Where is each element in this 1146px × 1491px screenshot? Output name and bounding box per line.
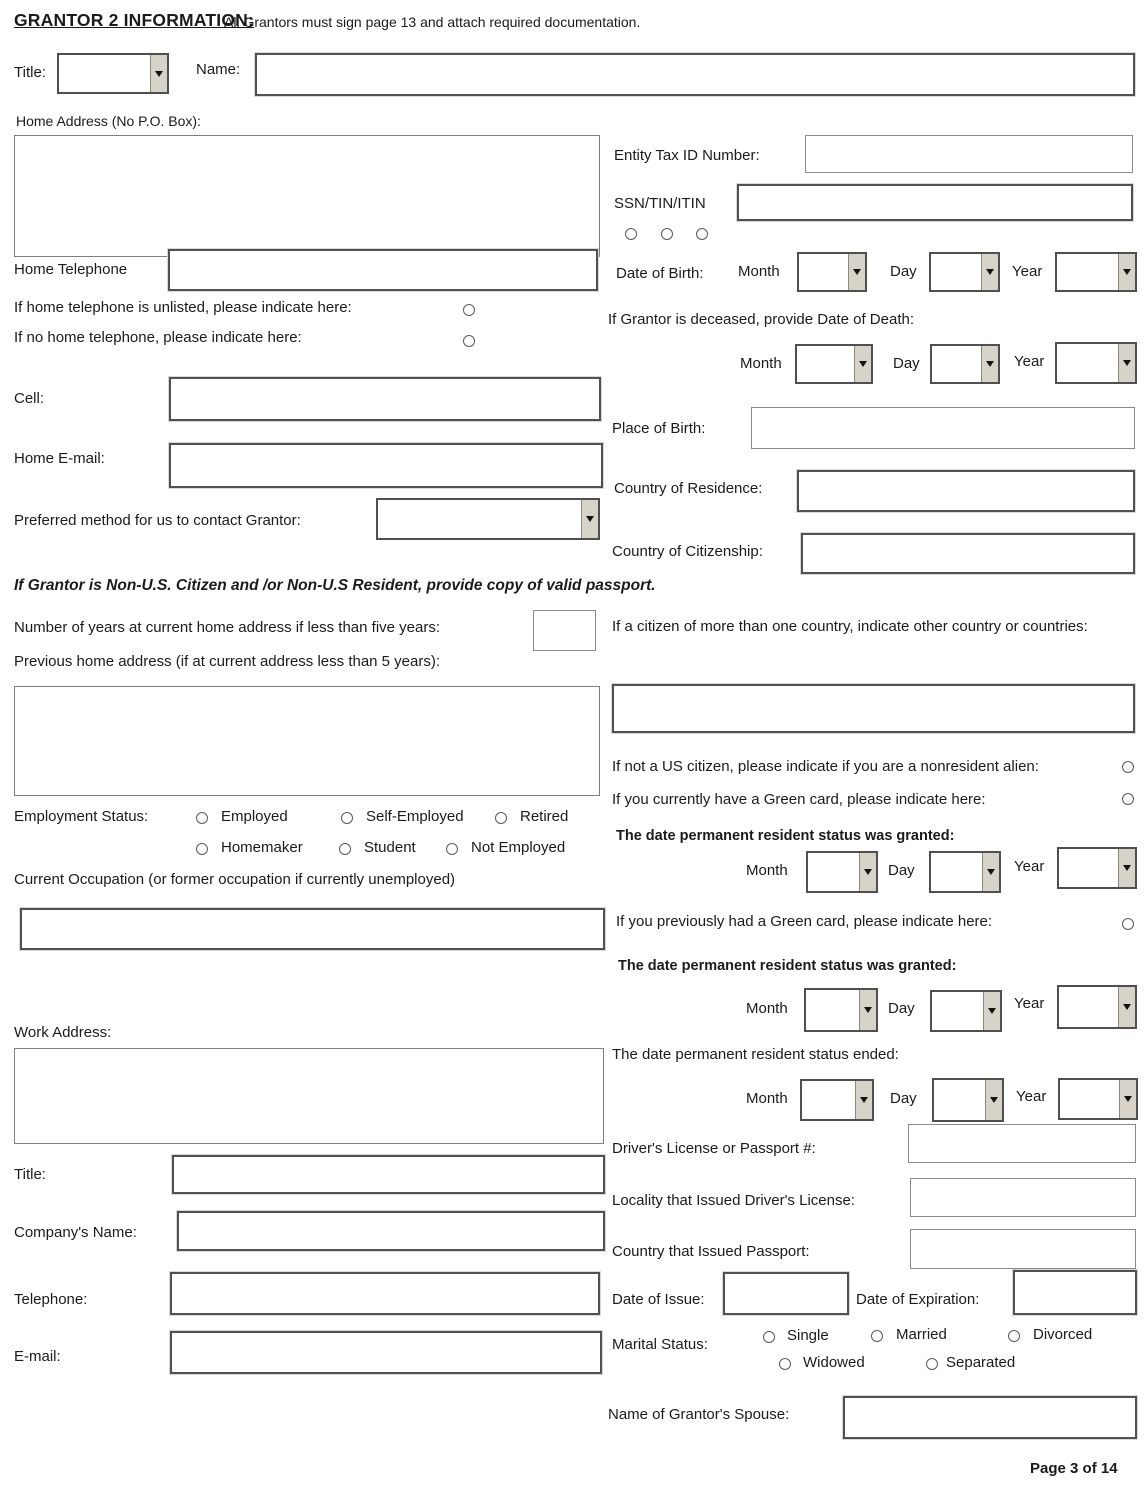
resident-granted2-label: The date permanent resident status was granted: [618, 958, 957, 974]
green-card-current-radio[interactable] [1122, 793, 1134, 805]
unlisted-radio[interactable] [463, 304, 475, 316]
nonresident-alien-label: If not a US citizen, please indicate if you are a nonresident alien: [612, 758, 1039, 775]
chevron-down-icon [859, 853, 876, 891]
occupation-input[interactable] [20, 908, 605, 950]
chevron-down-icon [1118, 849, 1135, 887]
dob-month-select[interactable] [797, 252, 867, 292]
green-card-previous-radio[interactable] [1122, 918, 1134, 930]
dob-day-select[interactable] [929, 252, 1000, 292]
section-title: GRANTOR 2 INFORMATION: [14, 10, 254, 30]
granted1-year-select[interactable] [1057, 847, 1137, 889]
chevron-down-icon [981, 346, 998, 382]
marital-status-label: Marital Status: [612, 1336, 708, 1353]
self-employed-radio[interactable] [341, 812, 353, 824]
home-address-label: Home Address (No P.O. Box): [16, 113, 201, 129]
country-citizenship-input[interactable] [801, 533, 1135, 574]
dod-month-label: Month [740, 355, 782, 372]
country-citizenship-label: Country of Citizenship: [612, 543, 763, 560]
years-at-address-label: Number of years at current home address if less than five years: [14, 619, 441, 636]
name-label: Name: [196, 61, 241, 78]
chevron-down-icon [982, 853, 999, 891]
company-input[interactable] [177, 1211, 605, 1251]
locality-input[interactable] [910, 1178, 1136, 1217]
employed-radio[interactable] [196, 812, 208, 824]
chevron-down-icon [581, 500, 598, 538]
granted2-day-label: Day [888, 1000, 915, 1017]
work-title-input[interactable] [172, 1155, 605, 1194]
granted2-year-label: Year [1014, 995, 1045, 1012]
dod-day-select[interactable] [930, 344, 1000, 384]
ended-day-label: Day [890, 1090, 917, 1107]
divorced-radio[interactable] [1008, 1330, 1020, 1342]
resident-granted-label: The date permanent resident status was granted: [616, 828, 955, 844]
married-radio[interactable] [871, 1330, 883, 1342]
married-label: Married [896, 1326, 947, 1343]
home-email-label: Home E-mail: [14, 450, 105, 467]
date-of-expiration-input[interactable] [1013, 1270, 1137, 1315]
retired-radio[interactable] [495, 812, 507, 824]
license-input[interactable] [908, 1124, 1136, 1163]
student-radio[interactable] [339, 843, 351, 855]
preferred-method-label: Preferred method for us to contact Grantor: [14, 512, 301, 529]
granted2-month-select[interactable] [804, 988, 878, 1032]
company-label: Company's Name: [14, 1224, 137, 1241]
granted1-day-select[interactable] [929, 851, 1001, 893]
multi-citizen-label: If a citizen of more than one country, indicate other country or countries: [612, 618, 1088, 635]
cell-label: Cell: [14, 390, 45, 407]
home-telephone-input[interactable] [168, 249, 598, 291]
license-label: Driver's License or Passport #: [612, 1140, 816, 1157]
separated-radio[interactable] [926, 1358, 938, 1370]
ssn-type-radio-3[interactable] [696, 228, 708, 240]
title-select[interactable] [57, 53, 169, 94]
granted2-year-select[interactable] [1057, 985, 1137, 1029]
preferred-method-select[interactable] [376, 498, 600, 540]
separated-label: Separated [946, 1354, 1016, 1371]
country-residence-input[interactable] [797, 470, 1135, 512]
widowed-label: Widowed [803, 1354, 865, 1371]
date-of-issue-input[interactable] [723, 1272, 849, 1315]
not-employed-radio[interactable] [446, 843, 458, 855]
chevron-down-icon [981, 254, 998, 290]
single-radio[interactable] [763, 1331, 775, 1343]
dob-label: Date of Birth: [616, 265, 704, 282]
granted1-year-label: Year [1014, 858, 1045, 875]
chevron-down-icon [1119, 1080, 1136, 1118]
chevron-down-icon [1118, 987, 1135, 1027]
deceased-label: If Grantor is deceased, provide Date of Death: [608, 311, 914, 328]
granted2-day-select[interactable] [930, 990, 1002, 1032]
section-note: All Grantors must sign page 13 and attach required documentation. [224, 14, 641, 30]
chevron-down-icon [854, 346, 871, 382]
employment-status-label: Employment Status: [14, 808, 149, 825]
spouse-name-label: Name of Grantor's Spouse: [608, 1406, 790, 1423]
no-phone-radio[interactable] [463, 335, 475, 347]
ended-year-label: Year [1016, 1088, 1047, 1105]
single-label: Single [787, 1327, 829, 1344]
ssn-type-radio-2[interactable] [661, 228, 673, 240]
not-employed-label: Not Employed [471, 839, 566, 856]
dod-day-label: Day [893, 355, 920, 372]
homemaker-radio[interactable] [196, 843, 208, 855]
dob-year-label: Year [1012, 263, 1043, 280]
date-of-issue-label: Date of Issue: [612, 1291, 705, 1308]
ssn-input[interactable] [737, 184, 1133, 221]
chevron-down-icon [1118, 254, 1135, 290]
previous-address-label: Previous home address (if at current address less than 5 years): [14, 653, 441, 670]
unlisted-label: If home telephone is unlisted, please indicate here: [14, 299, 352, 316]
telephone-label: Telephone: [14, 1291, 88, 1308]
dod-year-select[interactable] [1055, 342, 1137, 384]
chevron-down-icon [150, 55, 167, 92]
chevron-down-icon [985, 1080, 1002, 1120]
dod-year-label: Year [1014, 353, 1045, 370]
ended-day-select[interactable] [932, 1078, 1004, 1122]
ended-year-select[interactable] [1058, 1078, 1138, 1120]
green-card-previous-label: If you previously had a Green card, please indicate here: [616, 913, 993, 930]
work-address-textarea[interactable] [14, 1048, 604, 1144]
granted1-day-label: Day [888, 862, 915, 879]
home-address-textarea[interactable] [14, 135, 600, 257]
no-phone-label: If no home telephone, please indicate here: [14, 329, 302, 346]
dob-day-label: Day [890, 263, 917, 280]
place-of-birth-input[interactable] [751, 407, 1135, 449]
homemaker-label: Homemaker [221, 839, 303, 856]
dob-year-select[interactable] [1055, 252, 1137, 292]
home-email-input[interactable] [169, 443, 603, 488]
work-title-label: Title: [14, 1166, 46, 1183]
country-passport-input[interactable] [910, 1229, 1136, 1269]
employed-label: Employed [221, 808, 288, 825]
email-label: E-mail: [14, 1348, 61, 1365]
country-passport-label: Country that Issued Passport: [612, 1243, 810, 1260]
ended-month-label: Month [746, 1090, 788, 1107]
chevron-down-icon [859, 990, 876, 1030]
nonresident-alien-radio[interactable] [1122, 761, 1134, 773]
years-at-address-input[interactable] [533, 610, 596, 651]
title-label: Title: [14, 64, 46, 81]
chevron-down-icon [983, 992, 1000, 1030]
retired-label: Retired [520, 808, 569, 825]
spouse-name-input[interactable] [843, 1396, 1137, 1439]
green-card-current-label: If you currently have a Green card, please indicate here: [612, 791, 986, 808]
ssn-type-radio-1[interactable] [625, 228, 637, 240]
locality-label: Locality that Issued Driver's License: [612, 1192, 855, 1209]
granted1-month-label: Month [746, 862, 788, 879]
email-input[interactable] [170, 1331, 602, 1374]
passport-note: If Grantor is Non-U.S. Citizen and /or Non-U.S Resident, provide copy of valid passport. [14, 577, 656, 594]
date-of-expiration-label: Date of Expiration: [856, 1291, 980, 1308]
resident-ended-label: The date permanent resident status ended: [612, 1046, 899, 1063]
name-input[interactable] [255, 53, 1135, 96]
occupation-label: Current Occupation (or former occupation if currently unemployed) [14, 871, 456, 888]
place-of-birth-label: Place of Birth: [612, 420, 706, 437]
widowed-radio[interactable] [779, 1358, 791, 1370]
telephone-input[interactable] [170, 1272, 600, 1315]
cell-input[interactable] [169, 377, 601, 421]
work-address-label: Work Address: [14, 1024, 112, 1041]
chevron-down-icon [855, 1081, 872, 1119]
ended-month-select[interactable] [800, 1079, 874, 1121]
chevron-down-icon [1118, 344, 1135, 382]
granted1-month-select[interactable] [806, 851, 878, 893]
entity-tax-id-input[interactable] [805, 135, 1133, 173]
granted2-month-label: Month [746, 1000, 788, 1017]
chevron-down-icon [848, 254, 865, 290]
other-countries-input[interactable] [612, 684, 1135, 733]
entity-tax-id-label: Entity Tax ID Number: [614, 147, 760, 164]
self-employed-label: Self-Employed [366, 808, 464, 825]
student-label: Student [364, 839, 416, 856]
previous-address-textarea[interactable] [14, 686, 600, 796]
ssn-label: SSN/TIN/ITIN [614, 195, 706, 212]
home-telephone-label: Home Telephone [14, 261, 128, 278]
country-residence-label: Country of Residence: [614, 480, 763, 497]
dod-month-select[interactable] [795, 344, 873, 384]
page-number: Page 3 of 14 [1030, 1460, 1118, 1477]
divorced-label: Divorced [1033, 1326, 1093, 1343]
dob-month-label: Month [738, 263, 780, 280]
